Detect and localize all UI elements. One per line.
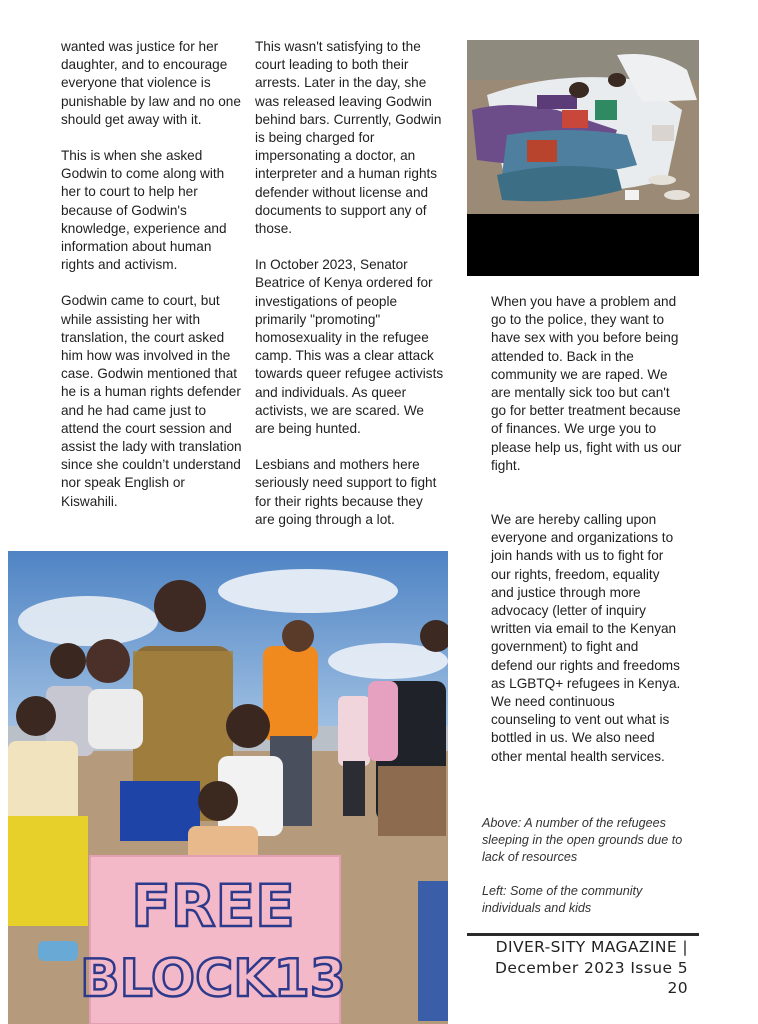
paragraph: This wasn't satisfying to the court leading to both their arrests. Later in the day, she was released leaving Godwin behind bars. Currently, Godwin is being charged for impersonating a doctor, an interpreter and a human rights defender without license and documents to support any of those. [255, 39, 442, 237]
article-column-right [491, 293, 683, 784]
community-illustration [8, 551, 448, 1024]
page-number: 20 [667, 979, 688, 997]
paragraph: Lesbians and mothers here seriously need support to fight for their rights because they are going through a lot. [255, 457, 437, 527]
photo-caption-left: Left: Some of the community individuals and kids [482, 884, 643, 915]
article-column-left [61, 38, 243, 529]
paragraph: wanted was justice for her daughter, and to encourage everyone that violence is punishable by law and no one should get away with it. [61, 39, 241, 127]
magazine-title: DIVER-SITY MAGAZINE | [495, 938, 688, 956]
issue-label: December 2023 Issue 5 [495, 958, 688, 977]
refugees-sleeping-illustration [467, 40, 699, 276]
sign-line-1: FREE [131, 872, 295, 940]
paragraph: When you have a problem and go to the police, they want to have sex with you before being attended to. Back in the community we are raped. We are mentally sick too but can't go for better treatment because of finances. We urge you to please help us, fight with us our fight. [491, 294, 682, 473]
sign-line-2: BLOCK13 [80, 949, 346, 1009]
refugees-sleeping-photo [467, 40, 699, 276]
photo-caption-above: Above: A number of the refugees sleeping in the open grounds due to lack of resources [482, 816, 683, 864]
footer-rule [467, 933, 699, 936]
paragraph: Godwin came to court, but while assisting her with translation, the court asked him how was involved in the case. Godwin mentioned that he is a human rights defender and he had came just to attend the court session and assist the lady with translation since she couldn’t understand nor speak English or Kiswahili. [61, 293, 242, 509]
paragraph: We are hereby calling upon everyone and organizations to join hands with us to fight for our rights, freedom, equality and justice through more advocacy (letter of inquiry written via email to the Kenyan government) to fight and defend our rights and freedoms as LGBTQ+ refugees in Kenya. We need continuous counseling to vent out what is bottled in us. We also need other mental health services. [491, 512, 681, 764]
footer [470, 937, 688, 999]
paragraph: This is when she asked Godwin to come along with her to court to help her because of Godwin's knowledge, experience and information about human rights and activism. [61, 148, 227, 273]
community-kids-photo [8, 551, 448, 1024]
article-column-middle [255, 38, 445, 547]
paragraph: In October 2023, Senator Beatrice of Kenya ordered for investigations of people primarily "promoting" homosexuality in the refugee camp. This was a clear attack towards queer refugee activists and individuals. As queer activists, we are scared. We are being hunted. [255, 257, 444, 437]
